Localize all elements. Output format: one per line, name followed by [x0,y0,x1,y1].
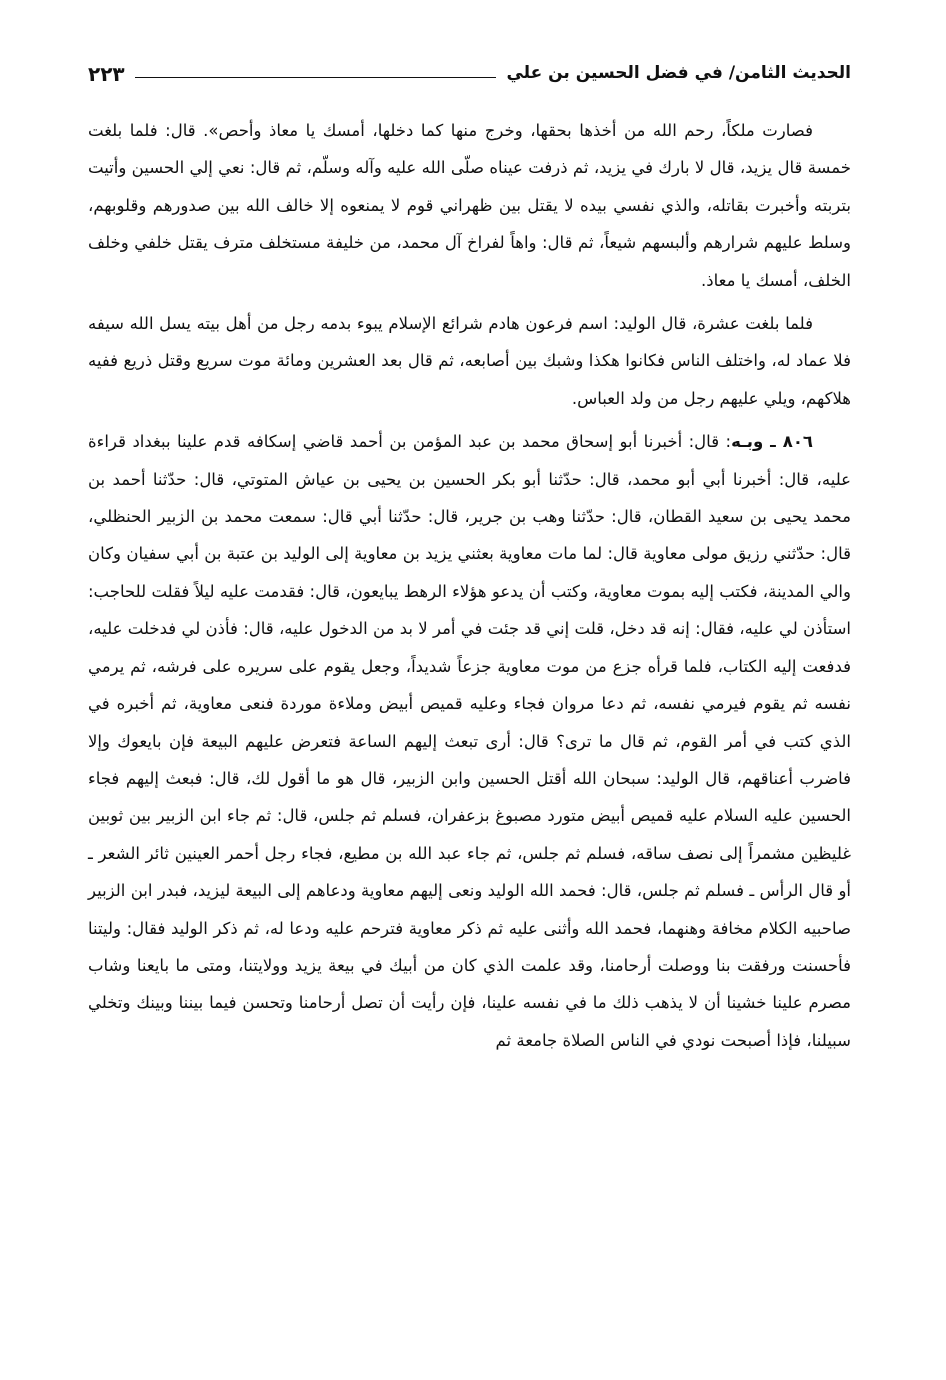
paragraph-1: فصارت ملكاً، رحم الله من أخذها بحقها، وخرج منها كما دخلها، أمسك يا معاذ وأحص». قال: فلما بلغت خمسة قال يزيد، قال لا بارك في يزيد، ثم ذرفت عيناه صلّى الله عليه وآله وسلّم، ثم قال: نعي إلي الحسين وأتيت بتربته وأخبرت بقاتله، والذي نفسي بيده لا يقتل بين ظهراني قوم لا يمنعوه إلا خالف الله بين صدورهم وقلوبهم، وسلط عليهم شرارهم وألبسهم شيعاً، ثم قال: واهاً لفراخ آل محمد، من خليفة مستخلف مترف يقتل خلفي وخلف الخلف، أمسك يا معاذ. [88,121,851,290]
paragraph-3-text: : قال: أخبرنا أبو إسحاق محمد بن عبد المؤمن بن أحمد قاضي إسكافه قدم علينا ببغداد قراءة عليه، قال: أخبرنا أبي أبو محمد، قال: حدّثنا أبو بكر الحسين بن يحيى بن عياش المتوتي، قال: حدّثنا أحمد بن محمد يحيى بن سعيد القطان، قال: حدّثنا وهب بن جرير، قال: حدّثنا أبي قال: سمعت محمد بن الزبير الحنظلي، قال: حدّثني رزيق مولى معاوية قال: لما مات معاوية بعثني يزيد بن معاوية إلى الوليد بن عتبة بن أبي سفيان وكان والي المدينة، فكتب إليه بموت معاوية، وكتب أن يدعو هؤلاء الرهط يبايعون، قال: فقدمت عليه ليلاً فقلت للحاجب: استأذن لي عليه، فقال: إنه قد دخل، قلت إني قد جئت في أمر لا بد من الدخول عليه، قال: فأذن لي فدخلت عليه، فدفعت إليه الكتاب، فلما قرأه جزع من موت معاوية جزعاً شديداً، وجعل يقوم على سريره على فرشه، ثم يرمي نفسه ثم يقوم فيرمي نفسه، ثم دعا مروان فجاء وعليه قميص أبيض وملاءة موردة فنعى معاوية، ثم أخبره في الذي كتب في أمر القوم، ثم قال ما ترى؟ قال: أرى تبعث إليهم الساعة فتعرض عليهم البيعة فإن بايعوك وإلا فاضرب أعناقهم، قال الوليد: سبحان الله أقتل الحسين وابن الزبير، قال هو ما أقول لك، قال: فبعث إليهم فجاء الحسين عليه السلام عليه قميص أبيض متورد مصبوغ بزعفران، فسلم ثم جلس، قال: ثم جاء ابن الزبير بين ثوبين غليظين مشمراً إلى نصف ساقه، فسلم ثم جلس، ثم جاء عبد الله بن مطيع، فجاء رجل أحمر العينين ثائر الشعر ـ أو قال الرأس ـ فسلم ثم جلس، قال: فحمد الله الوليد ونعى إليهم معاوية ودعاهم إلى البيعة ليزيد، فبدر ابن الزبير صاحبيه الكلام مخافة وهنهما، فحمد الله وأثنى عليه ثم ذكر معاوية فترحم عليه ودعا له، ثم ذكر الوليد فقال: وليتنا فأحسنت ورفقت بنا ووصلت أرحامنا، وقد علمت الذي كان من أبيك في بيعة يزيد وولايتنا، ومتى ما بايعنا وشاب مصرم علينا خشينا أن لا يذهب ذلك ما في نفسه علينا، فإن رأيت أن تصل أرحامنا وتحسن فيما بيننا وبينك وتخلي سبيلنا، فإذا أصبحت نودي في الناس الصلاة جامعة ثم [88,432,851,1050]
page-number: ٢٢٣ [88,62,125,86]
paragraph-2: فلما بلغت عشرة، قال الوليد: اسم فرعون هادم شرائع الإسلام يبوء بدمه رجل من أهل بيته يسل الله سيفه فلا عماد له، واختلف الناس فكانوا هكذا وشبك بين أصابعه، ثم قال بعد العشرين ومائة موت سريع وقتل ذريع ففيه هلاكهم، ويلي عليهم رجل من ولد العباس. [88,314,851,408]
paragraph-3 [88,423,851,1059]
hadith-number: ٨٠٦ ـ وبـه [731,432,813,452]
running-header [88,50,851,86]
page [88,50,851,1059]
header-title: الحديث الثامن/ في فضل الحسين بن علي [506,63,851,83]
header-rule [135,77,497,78]
